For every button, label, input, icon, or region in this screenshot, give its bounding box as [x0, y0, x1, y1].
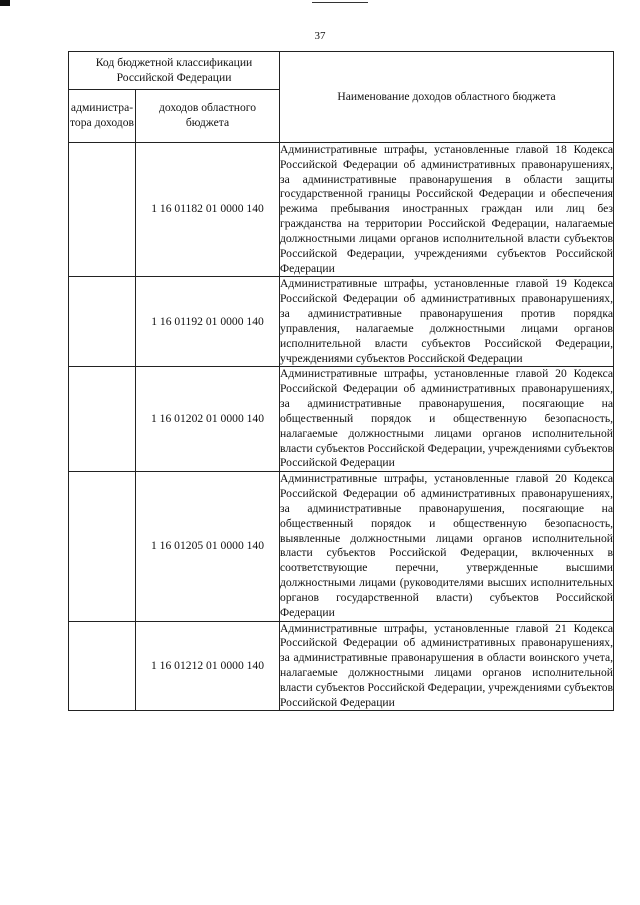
budget-code-cell: 1 16 01182 01 0000 140 [136, 143, 280, 277]
table-row [69, 367, 614, 472]
scan-corner-mark [0, 0, 10, 6]
income-description-cell: Административные штрафы, установленные главой 19 Кодекса Российской Федерации об административных правонарушениях, за административные правонарушения против порядка управления, налагаемые должностными лицами органов исполнительной власти субъектов Российской Федерации, учреждениями субъектов Российской Федерации [280, 277, 614, 367]
income-description-cell: Административные штрафы, установленные главой 18 Кодекса Российской Федерации об административных правонарушениях, за административные правонарушения в области защиты государственной границы Российской Федерации и обеспечения режима пребывания иностранных граждан или лиц без гражданства на территории Российской Федерации, налагаемые должностными лицами органов исполнительной власти субъектов Российской Федерации, учреждениями субъектов Российской Федерации [280, 143, 614, 277]
income-name-header: Наименование доходов областного бюджета [280, 52, 614, 143]
administrator-code-cell [69, 472, 136, 621]
kbk-header: Код бюджетной классификации Российской Федерации [69, 52, 280, 90]
table-row [69, 472, 614, 621]
budget-classification-table [68, 51, 614, 711]
income-description-cell: Административные штрафы, установленные главой 20 Кодекса Российской Федерации об административных правонарушениях, за административные правонарушения, посягающие на общественный порядок и общественную безопасность, выявленные должностными лицами органов исполнительной власти субъектов Российской Федерации, включенных в соответствующие перечни, утвержденные высшими должностными лицами (руководителями высших исполнительных органов государственной власти) субъектов Российской Федерации [280, 472, 614, 621]
administrator-code-cell [69, 143, 136, 277]
scan-top-rule [312, 2, 368, 3]
header-row-top [69, 52, 614, 90]
table-header [69, 52, 614, 143]
administrator-code-cell [69, 621, 136, 711]
regional-income-header: доходов областного бюджета [136, 90, 280, 143]
administrator-code-cell [69, 367, 136, 472]
administrator-header: администра-тора доходов [69, 90, 136, 143]
table-row [69, 143, 614, 277]
income-description-cell: Административные штрафы, установленные главой 20 Кодекса Российской Федерации об административных правонарушениях, за административные правонарушения, посягающие на общественный порядок и общественную безопасность, налагаемые должностными лицами органов исполнительной власти субъектов Российской Федерации, учреждениями субъектов Российской Федерации [280, 367, 614, 472]
income-description-cell: Административные штрафы, установленные главой 21 Кодекса Российской Федерации об административных правонарушениях, за административные правонарушения в области воинского учета, налагаемые должностными лицами органов исполнительной власти субъектов Российской Федерации, учреждениями субъектов Российской Федерации [280, 621, 614, 711]
table-row [69, 277, 614, 367]
table-row [69, 621, 614, 711]
administrator-code-cell [69, 277, 136, 367]
budget-code-cell: 1 16 01212 01 0000 140 [136, 621, 280, 711]
budget-code-cell: 1 16 01192 01 0000 140 [136, 277, 280, 367]
budget-code-cell: 1 16 01202 01 0000 140 [136, 367, 280, 472]
budget-code-cell: 1 16 01205 01 0000 140 [136, 472, 280, 621]
page-number: 37 [314, 30, 326, 42]
